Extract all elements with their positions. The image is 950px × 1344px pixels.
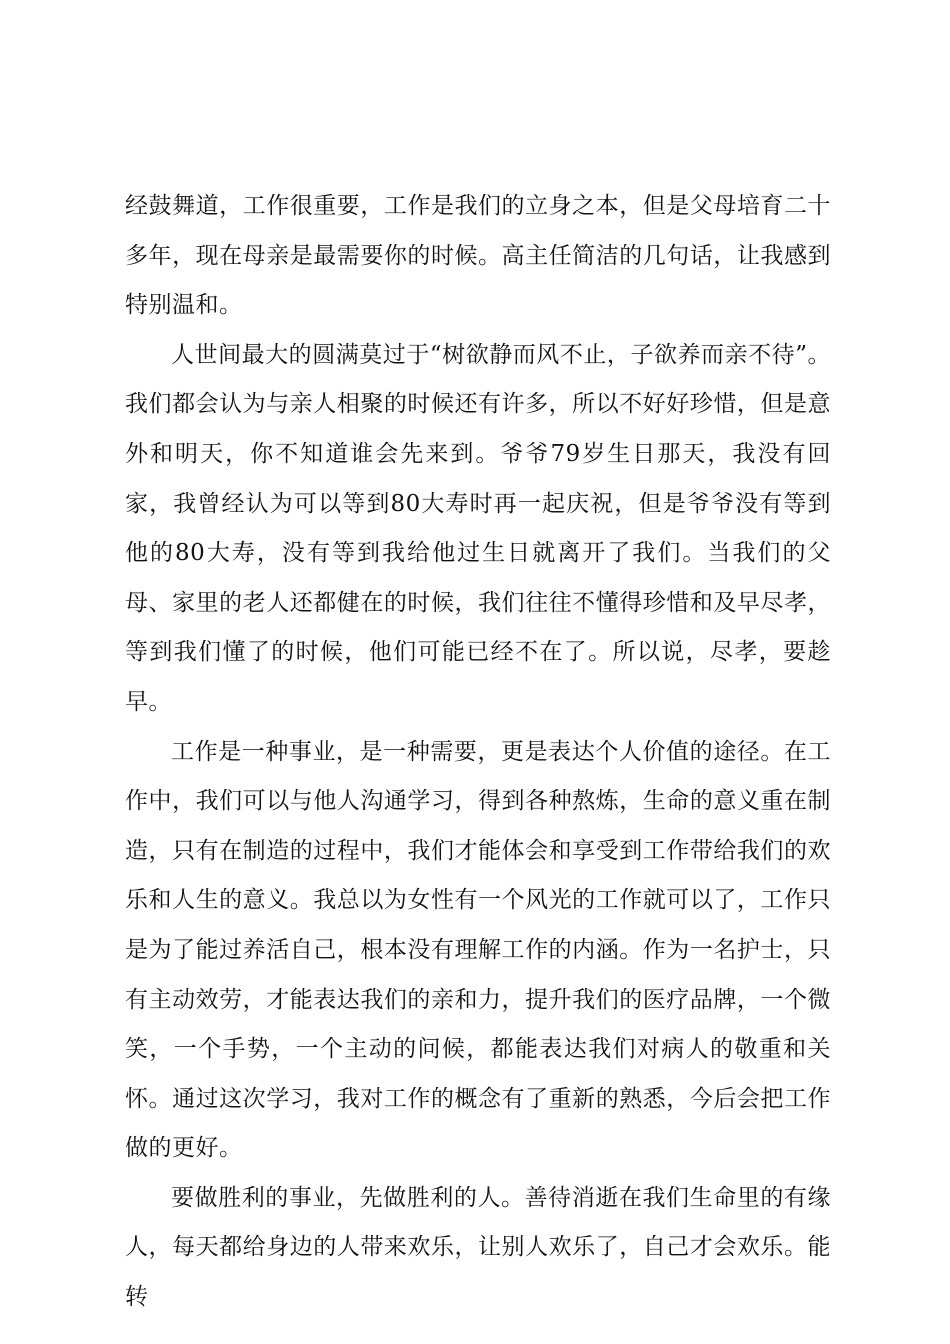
paragraph-3: 工作是一种事业，是一种需要，更是表达个人价值的途径。在工作中，我们可以与他人沟通学习，得到各种熬炼，生命的意义重在制造，只有在制造的过程中，我们才能体会和享受到工作带给我们的欢乐和人生的意义。我总以为女性有一个风光的工作就可以了，工作只是为了能过养活自己，根本没有理解工作的内涵。作为一名护士，只有主动效劳，才能表达我们的亲和力，提升我们的医疗品牌，一个微笑，一个手势，一个主动的问候，都能表达我们对病人的敬重和关怀。通过这次学习，我对工作的概念有了重新的熟悉，今后会把工作做的更好。 [125, 738, 831, 1162]
document-body [125, 182, 831, 1323]
paragraph-1: 经鼓舞道，工作很重要，工作是我们的立身之本，但是父母培育二十多年，现在母亲是最需要你的时候。高主任简洁的几句话，让我感到特别温和。 [125, 193, 831, 319]
paragraph-2: 人世间最大的圆满莫过于“树欲静而风不止，子欲养而亲不待”。我们都会认为与亲人相聚的时候还有许多，所以不好好珍惜，但是意外和明天，你不知道谁会先来到。爷爷79岁生日那天，我没有回家，我曾经认为可以等到80大寿时再一起庆祝，但是爷爷没有等到他的80大寿，没有等到我给他过生日就离开了我们。当我们的父母、家里的老人还都健在的时候，我们往往不懂得珍惜和及早尽孝，等到我们懂了的时候，他们可能已经不在了。所以说，尽孝，要趁早。 [125, 341, 831, 715]
paragraph-4: 要做胜利的事业，先做胜利的人。善待消逝在我们生命里的有缘人，每天都给身边的人带来欢乐，让别人欢乐了，自己才会欢乐。能转 [125, 1184, 831, 1311]
